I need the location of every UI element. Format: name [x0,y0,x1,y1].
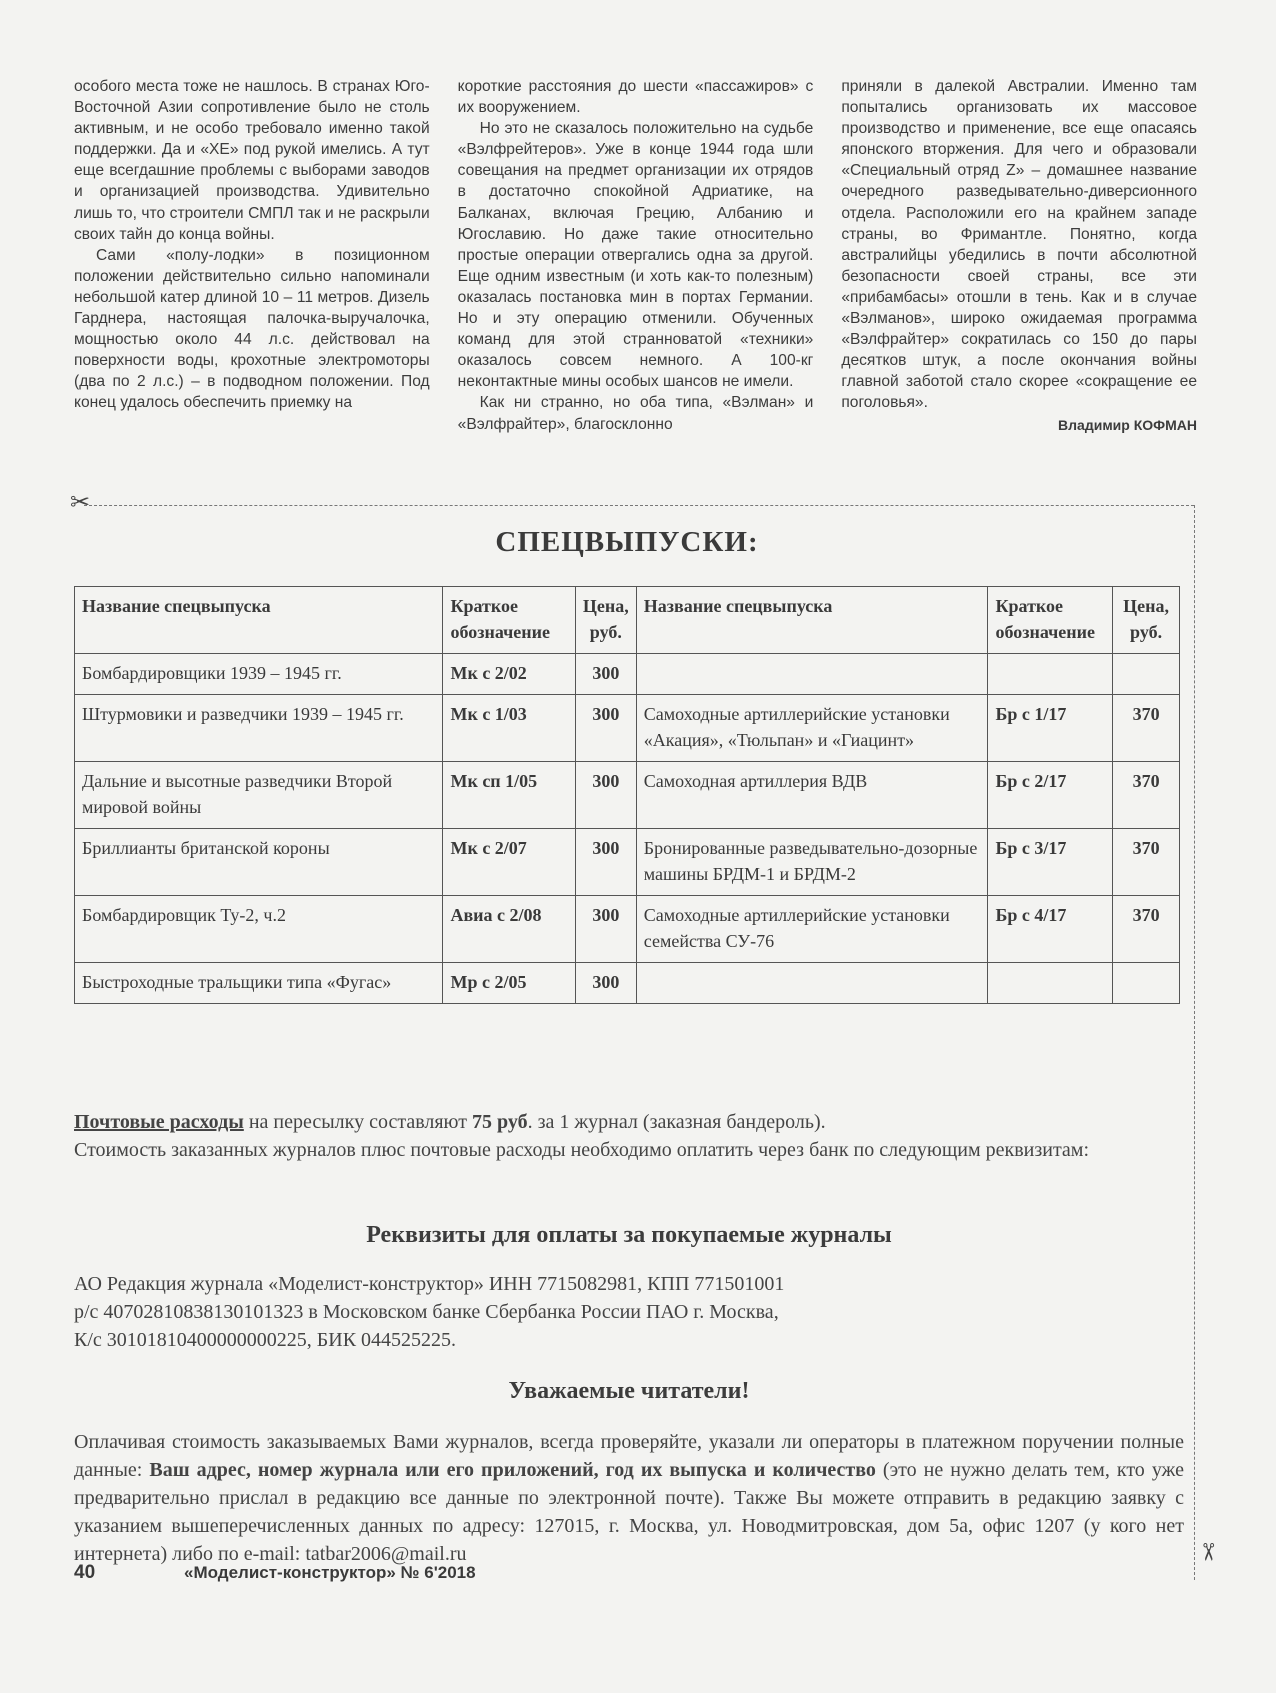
table-row [75,762,1180,829]
issue-code: Мк с 1/03 [443,695,575,762]
issue-name: Самоходные артиллерийские установки «Акация», «Тюльпан» и «Гиацинт» [636,695,988,762]
header-name: Название спецвыпуска [75,587,443,654]
scissors-icon: ✂ [1194,1541,1223,1563]
issue-name: Бомбардировщики 1939 – 1945 гг. [75,654,443,695]
table-row [75,695,1180,762]
issue-code: Мр с 2/05 [443,963,575,1004]
issue-price: 300 [575,963,636,1004]
issue-code: Бр с 2/17 [988,762,1113,829]
issue-price: 370 [1113,762,1180,829]
article-column-3 [841,76,1197,480]
postage-note [74,1108,1184,1164]
readers-required-data: Ваш адрес, номер журнала или его приложений, год их выпуска и количество [149,1459,876,1481]
table-row [75,829,1180,896]
issue-code: Мк с 2/02 [443,654,575,695]
issue-name: Быстроходные тральщики типа «Фугас» [75,963,443,1004]
issue-price: 370 [1113,896,1180,963]
article-column-2 [458,76,814,480]
specials-table [74,586,1180,1004]
specials-title: СПЕЦВЫПУСКИ: [495,526,759,558]
readers-title: Уважаемые читатели! [508,1378,750,1404]
header-code: Краткое обозначение [443,587,575,654]
requisites-line: р/с 40702810838130101323 в Московском банке Сбербанка России ПАО г. Москва, [74,1301,779,1323]
header-name: Название спецвыпуска [636,587,988,654]
magazine-title: «Моделист-конструктор» № 6'2018 [184,1563,476,1582]
readers-note [74,1428,1184,1568]
scissors-icon: ✂ [70,488,91,516]
table-header-row [75,587,1180,654]
article-paragraph: особого места тоже не нашлось. В странах Юго-Восточной Азии сопротивление было не столь активным, и не особо требовало именно такой поддержки. Да и «ХЕ» под рукой имелись. А тут еще всегдашние проблемы с выборами заводов и организацией производства. Удивительно лишь то, что строители СМПЛ так и не раскрыли своих тайн до конца войны. [74,78,430,243]
issue-code [988,963,1113,1004]
article-author: Владимир КОФМАН [1058,416,1198,433]
table-row [75,654,1180,695]
header-code: Краткое обозначение [988,587,1113,654]
header-price: Цена, руб. [1113,587,1180,654]
cut-line-right [1194,505,1195,1580]
postage-amount: 75 руб [471,1111,528,1133]
requisites-line: АО Редакция журнала «Моделист-конструктор» ИНН 7715082981, КПП 771501001 [74,1273,785,1295]
issue-name [636,654,988,695]
page-number: 40 [74,1562,96,1583]
issue-code: Бр с 4/17 [988,896,1113,963]
issue-price: 300 [575,762,636,829]
issue-price [1113,963,1180,1004]
cut-line-top [84,505,1194,506]
issue-code: Бр с 3/17 [988,829,1113,896]
postage-label: Почтовые расходы [74,1111,244,1133]
issue-name: Самоходные артиллерийские установки семейства СУ-76 [636,896,988,963]
page-footer [74,1562,476,1584]
issue-name [636,963,988,1004]
issue-name: Дальние и высотные разведчики Второй мировой войны [75,762,443,829]
readers-text: (это не нужно делать тем, кто уже предварительно прислал в редакцию все данные по электронной почте). Также Вы можете отправить в редакцию заявку с указанием вышеперечисленных данных по адресу: 127015, г. Москва, ул. Новодмитровская, дом 5а, офис 1207 (у кого нет интернета) либо по e-mail: tatbar2006@mail.ru [74,1459,1184,1565]
issue-price: 370 [1113,829,1180,896]
article-columns [74,76,1197,480]
requisites-line: К/с 30101810400000000225, БИК 044525225. [74,1329,457,1351]
requisites-title: Реквизиты для оплаты за покупаемые журналы [366,1222,892,1248]
header-price: Цена, руб. [575,587,636,654]
issue-price: 300 [575,829,636,896]
issue-code: Мк сп 1/05 [443,762,575,829]
article-paragraph: приняли в далекой Австралии. Именно там попытались организовать их массовое производство и применение, все еще опасаясь японского вторжения. Для чего и образовали «Специальный отряд Z» – домашнее название очередного разведывательно-диверсионного отдела. Расположили его на крайнем западе страны, во Фримантле. Понятно, когда австралийцы убедились в почти абсолютной безопасности своей страны, все эти «прибамбасы» отошли в тень. Как и в случае «Вэлманов», широко ожидаемая программа «Вэлфрайтер» сократилась со 150 до пары десятков штук, а после окончания войны главной заботой стало скорее «сокращение ее поголовья». [841,78,1198,412]
article-column-1 [74,76,430,480]
issue-price [1113,654,1180,695]
article-paragraph: короткие расстояния до шести «пассажиров» с их вооружением. [457,78,814,117]
postage-text: на пересылку составляют [243,1111,472,1133]
table-row [75,963,1180,1004]
article-paragraph: Сами «полу-лодки» в позиционном положении действительно сильно напоминали небольшой катер длиной 10 – 11 метров. Дизель Гарднера, настоящая палочка-выручалочка, мощностью около 44 л.с. действовал на поверхности воды, крохотные электромоторы (два по 2 л.с.) – в подводном положении. Под конец удалось обеспечить приемку на [74,246,430,412]
issue-price: 300 [575,695,636,762]
issue-name: Бомбардировщик Ту-2, ч.2 [75,896,443,963]
issue-code: Мк с 2/07 [443,829,575,896]
issue-name: Штурмовики и разведчики 1939 – 1945 гг. [75,695,443,762]
readers-text: Оплачивая стоимость заказываемых Вами журналов, всегда проверяйте, указали ли операторы в платежном поручении полные данные: [74,1431,1184,1481]
article-paragraph: Но это не сказалось положительно на судьбе «Вэлфрейтеров». Уже в конце 1944 года шли совещания на предмет организации их отрядов в достаточно спокойной Адриатике, на Балканах, включая Грецию, Албанию и Югославию. Но даже такие относительно простые операции отвергались одна за другой. Еще одним известным (и хоть как-то полезным) оказалась постановка мин в портах Германии. Но и эту операцию отменили. Обученных команд для этой странноватой «техники» оказалось совсем немного. А 100-кг неконтактные мины особых шансов не имели. [457,120,814,391]
payment-instruction: Стоимость заказанных журналов плюс почтовые расходы необходимо оплатить через банк по следующим реквизитам: [74,1139,1090,1161]
table-row [75,896,1180,963]
article-paragraph: Как ни странно, но оба типа, «Вэлман» и «Вэлфрайтер», благосклонно [457,394,814,433]
issue-name: Бронированные разведывательно-дозорные машины БРДМ-1 и БРДМ-2 [636,829,988,896]
issue-code: Бр с 1/17 [988,695,1113,762]
issue-name: Самоходная артиллерия ВДВ [636,762,988,829]
requisites-block [74,1270,1184,1354]
issue-name: Бриллианты британской короны [75,829,443,896]
issue-price: 300 [575,896,636,963]
postage-text: . за 1 журнал (заказная бандероль). [527,1111,826,1133]
issue-price: 300 [575,654,636,695]
issue-code: Авиа с 2/08 [443,896,575,963]
issue-price: 370 [1113,695,1180,762]
issue-code [988,654,1113,695]
